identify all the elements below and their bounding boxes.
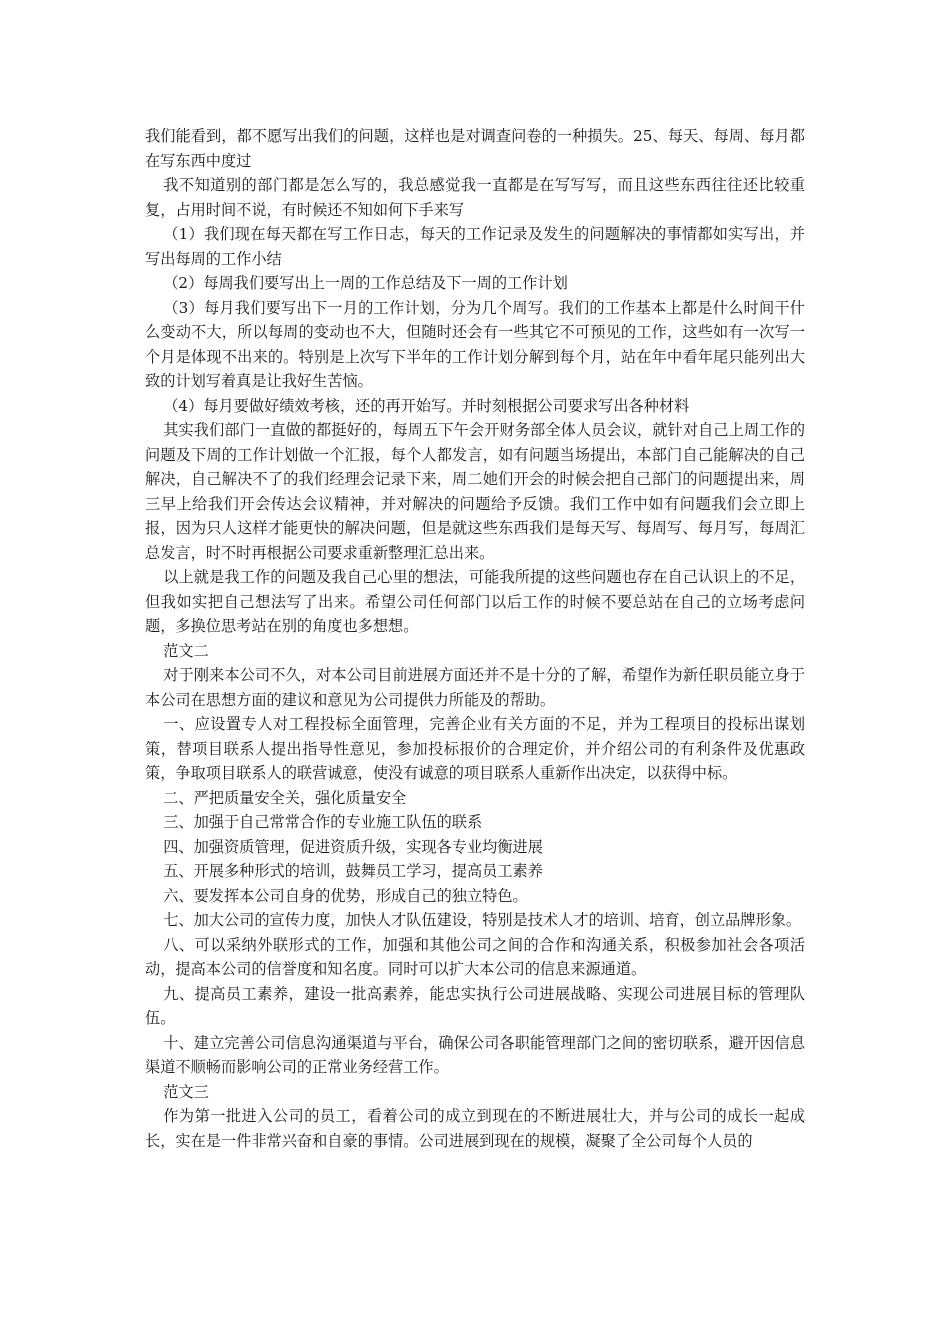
paragraph: 其实我们部门一直做的都挺好的，每周五下午会开财务部全体人员会议，就针对自己上周工作的问题及下周的工作计划做一个汇报，每个人都发言，如有问题当场提出，本部门自己能解决的自己解决，自己解决不了的我们经理会记录下来，周二她们开会的时候会把自己部门的问题提出来，周三早上给我们开会传达会议精神，并对解决的问题给予反馈。我们工作中如有问题我们会立即上报，因为只人这样才能更快的解决问题，但是就这些东西我们是每天写、每周写、每月写，每周汇总发言，时不时再根据公司要求重新整理汇总出来。 <box>145 421 805 562</box>
document-body <box>145 124 805 1153</box>
list-item: （3）每月我们要写出下一月的工作计划，分为几个周写。我们的工作基本上都是什么时间干什么变动不大，所以每周的变动也不大，但随时还会有一些其它不可预见的工作，这些如有一次写一个月是体现不出来的。特别是上次写下半年的工作计划分解到每个月，站在年中看年尾只能列出大致的计划写着真是让我好生苦恼。 <box>145 298 805 390</box>
list-item: （1）我们现在每天都在写工作日志，每天的工作记录及发生的问题解决的事情都如实写出，并写出每周的工作小结 <box>145 225 805 268</box>
list-item: 八、可以采纳外联形式的工作，加强和其他公司之间的合作和沟通关系，积极参加社会各项活动，提高本公司的信誉度和知名度。同时可以扩大本公司的信息来源通道。 <box>145 935 805 978</box>
list-item: 六、要发挥本公司自身的优势，形成自己的独立特色。 <box>163 886 528 905</box>
list-item: （4）每月要做好绩效考核，还的再开始写。并时刻根据公司要求写出各种材料 <box>163 396 690 415</box>
paragraph: 对于刚来本公司不久，对本公司目前进展方面还并不是十分的了解，希望作为新任职员能立身于本公司在思想方面的建议和意见为公司提供力所能及的帮助。 <box>145 666 805 709</box>
list-item: 三、加强于自己常常合作的专业施工队伍的联系 <box>163 813 483 831</box>
list-item: 九、提高员工素养，建设一批高素养，能忠实执行公司进展战略、实现公司进展目标的管理队伍。 <box>145 984 805 1027</box>
list-item: 七、加大公司的宣传力度，加快人才队伍建设，特别是技术人才的培训、培育，创立品牌形象。 <box>163 911 802 929</box>
list-item: 五、开展多种形式的培训，鼓舞员工学习，提高员工素养 <box>163 862 543 880</box>
list-item: 一、应设置专人对工程投标全面管理，完善企业有关方面的不足，并为工程项目的投标出谋划策，替项目联系人提出指导性意见，参加投标报价的合理定价，并介绍公司的有利条件及优惠政策，争取项目联系人的联营诚意，使没有诚意的项目联系人重新作出决定，以获得中标。 <box>145 715 805 782</box>
paragraph: 我们能看到，都不愿写出我们的问题，这样也是对调查问卷的一种损失。25、每天、每周、每月都在写东西中度过 <box>145 127 805 170</box>
list-item: 四、加强资质管理，促进资质升级，实现各专业均衡进展 <box>163 837 543 856</box>
list-item: 二、严把质量安全关，强化质量安全 <box>163 788 407 807</box>
paragraph: 以上就是我工作的问题及我自己心里的想法，可能我所提的这些问题也存在自己认识上的不足，但我如实把自己想法写了出来。希望公司任何部门以后工作的时候不要总站在自己的立场考虑问题，多换位思考站在别的角度也多想想。 <box>145 568 805 635</box>
section-heading: 范文三 <box>163 1082 209 1101</box>
paragraph: 作为第一批进入公司的员工，看着公司的成立到现在的不断进展壮大，并与公司的成长一起成长，实在是一件非常兴奋和自豪的事情。公司进展到现在的规模，凝聚了全公司每个人员的 <box>145 1107 805 1150</box>
paragraph: 我不知道别的部门都是怎么写的，我总感觉我一直都是在写写写，而且这些东西往往还比较重复，占用时间不说，有时候还不知如何下手来写 <box>145 176 805 219</box>
section-heading: 范文二 <box>163 641 209 660</box>
list-item: 十、建立完善公司信息沟通渠道与平台，确保公司各职能管理部门之间的密切联系，避开因信息渠道不顺畅而影响公司的正常业务经营工作。 <box>145 1033 805 1076</box>
list-item: （2）每周我们要写出上一周的工作总结及下一周的工作计划 <box>163 274 568 292</box>
